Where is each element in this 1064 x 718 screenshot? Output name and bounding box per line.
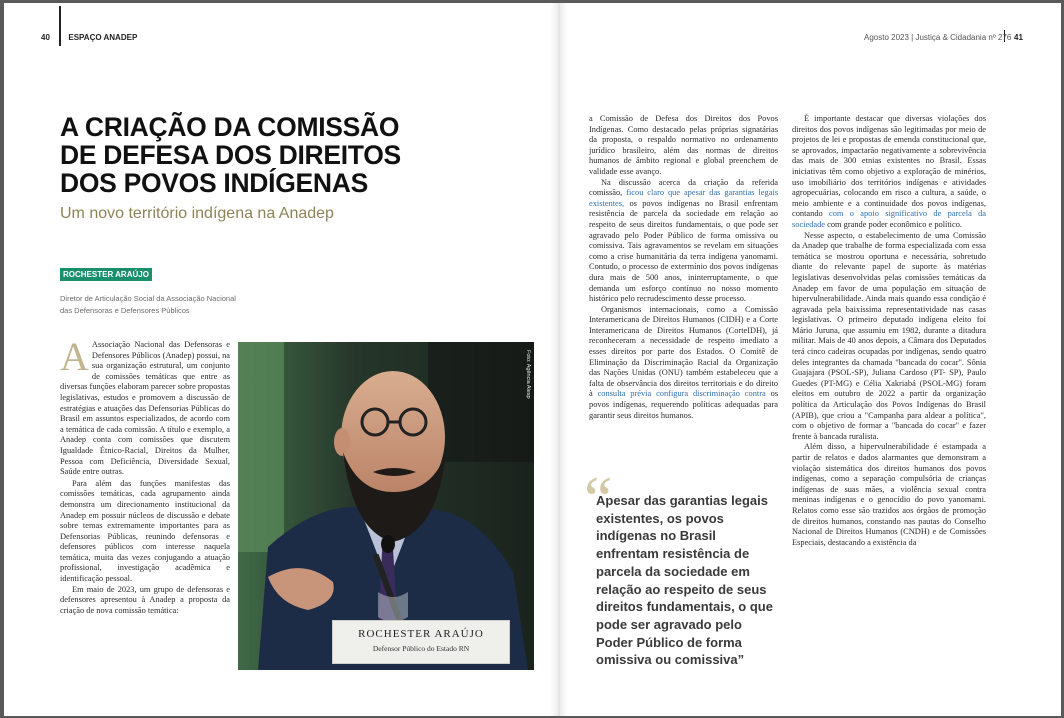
paragraph: Na discussão acerca da criação da referida comissão, ficou claro que apesar das garantias legais existentes, os povos indígenas no Brasil enfrentam resistência de parcela da sociedade em relação ao respeito de seus direitos fundamentais, o que pode ser agravado pelo Poder Público de forma omissiva ou comissiva. Tais agravamentos se revelam em situações como a crise humanitária da terra indígena yanomami. Contudo, o processo de extermínio dos povos indígenas dura mais de 500 anos, ininterruptamente, o que demanda um esforço contínuo no nosso momento histórico pelo recrudescimento desse processo. [589, 177, 779, 304]
right-page-number: 41 [1014, 33, 1023, 42]
paragraph: Para além das funções manifestas das comissões temáticas, cada agrupamento ainda demonstra um direcionamento institucional da Anadep em possuir núcleos de discussão e debate sobre temas extremamente importantes para as Defensorias Públicas, reunindo defensoras e defensores públicos com interesse naquela temática, muita das vezes conjugando a atuação profissional, investigação acadêmica e identificação pessoal. [60, 478, 230, 584]
author-name-tag: ROCHESTER ARAÚJO [60, 268, 152, 281]
right-page-header [864, 33, 1011, 42]
section-label: ESPAÇO ANADEP [68, 33, 138, 42]
article-title: A CRIAÇÃO DA COMISSÃO DE DEFESA DOS DIREITOS DOS POVOS INDÍGENAS [60, 112, 401, 198]
quote-mark-icon: “ [584, 463, 613, 534]
pull-quote: Apesar das garantias legais existentes, os povos indígenas no Brasil enfrentam resistência de parcela da sociedade em relação ao respeito de seus direitos fundamentais, o que pode ser agravado pelo Poder Público de forma omissiva ou comissiva” [596, 493, 773, 668]
paragraph: Nesse aspecto, o estabelecimento de uma Comissão da Anadep que trabalhe de forma especializada com essa temática se mostrou oportuna e necessária, sobretudo diante do relevante papel de suporte às matérias legislativas desenvolvidas pelas comissões temáticas da Anadep em favor de uma população em situação de hipervulnerabilidade. Ainda mais quando essa condição é agravada pela baixíssima representatividade nas casas legislativas. O primeiro deputado indígena eleito foi Mário Juruna, que assumiu em 1982, durante a ditadura militar. Mais de 40 anos depois, a Câmara dos Deputados terá cinco cadeiras ocupadas por indígenas, sendo quatro deles integrantes da chamada "bancada do cocar". Sônia Guajajara (PSOL-SP), Juliana Cardoso (PT- SP), Paulo Guedes (PT-MG) e Célia Xakriabá (PSOL-MG) foram eleitos em outubro de 2022 a partir da organização política da Articulação dos Povos Indígenas do Brasil (APIB), que criou a "Campanha para aldear a política", com o objetivo de formar a "bancada do cocar" e fazer frente à bancada ruralista. [792, 230, 986, 441]
left-page-header [41, 33, 137, 42]
highlighted-text: com o apoio significativo de parcela da sociedade [792, 209, 987, 229]
paragraph: É importante destacar que diversas violações dos direitos dos povos indígenas são legitimadas por meio de projetos de lei e propostas de emenda constitucional que, se aprovados, impactarão negativamente a sobrevivência das mais de 300 etnias existentes no Brasil. Essas iniciativas têm como objetivo a exploração de minérios, uso imobiliário dos territórios indígenas e atividades agropecuárias, colocando em risco a cultura, a saúde, o meio ambiente e a continuidade dos povos indígenas, contando com o apoio significativo de parcela da sociedade com grande poder econômico e político. [792, 114, 987, 229]
author-role: Diretor de Articulação Social da Associação Nacional das Defensoras e Defensores Públicos [60, 294, 236, 315]
highlighted-text: consulta prévia configura discriminação contra [597, 389, 766, 399]
text-column-2 [589, 114, 778, 421]
magazine-spread [4, 3, 1061, 716]
placard-role: Defensor Público do Estado RN [372, 644, 470, 653]
highlighted-text: ficou claro que apesar das garantias legais existentes, [589, 188, 779, 208]
text-column-1 [60, 334, 230, 616]
text-column-3 [792, 114, 986, 548]
left-page-number: 40 [41, 33, 50, 42]
name-placard [332, 620, 510, 664]
photo-credit: Foto: Agência Alesp [525, 350, 531, 399]
paragraph: Além disso, a hipervulnerabilidade é estampada a partir de relatos e dados alarmantes que demonstram a violação sistemática dos direitos humanos dos povos indígenas, como a separação compulsória de crianças indígenas de suas mães, a violência sexual contra meninas indígenas e o genocídio do povo yanomami. Relatos como esse são trazidos aos órgãos de promoção de direitos humanos, constando nas pautas do Conselho Nacional de Direitos Humanos (CNDH) e de Comissões Especiais, destacando a existência da [792, 442, 986, 547]
author-photo [238, 342, 534, 670]
drop-cap: A [60, 334, 89, 379]
issue-label: Agosto 2023 | Justiça & Cidadania nº 276 [864, 33, 1012, 42]
paragraph: a Comissão de Defesa dos Direitos dos Povos Indígenas. Como destacado pelas próprias signatárias da proposta, o respaldo normativo no ordenamento jurídico brasileiro, além das normas de direitos humanos de âmbito regional e global preenchem de validade esse avanço. [589, 114, 778, 176]
page-gutter [550, 3, 568, 716]
placard-name: ROCHESTER ARAÚJO [358, 628, 484, 640]
article-subtitle: Um novo território indígena na Anadep [60, 205, 334, 222]
paragraph: Em maio de 2023, um grupo de defensoras e defensores apresentou à Anadep a proposta da criação de nova comissão temática: [60, 584, 230, 615]
paragraph: Organismos internacionais, como a Comissão Interamericana de Direitos Humanos (CIDH) e a Corte Interamericana de Direitos Humanos (CorteIDH), já reconheceram a necessidade de respeito imediato a esses direitos por parte dos Estados. O Comitê de Eliminação da Discriminação Racial da Organização das Nações Unidas (ONU) também estabeleceu que a falta de observância dos direitos territoriais e do direito à consulta prévia configura discriminação contra os povos indígenas, requerendo políticas adequadas para garantir seus direitos humanos. [589, 304, 779, 420]
paragraph: A Associação Nacional das Defensoras e Defensores Públicos (Anadep) possui, na sua organização estrutural, um conjunto de comissões temáticas que entre as diversas funções elaboram parecer sobre propostas legislativas, estudos e promovem a discussão de estratégias e atuações das Defensorias Públicas do Brasil em assuntos especializados, de acordo com a temática de cada comissão. A título e exemplo, a Anadep conta com comissões que discutem Igualdade Étnico-Racial, Direitos da Mulher, Pessoa com Deficiência, Diversidade Sexual, Saúde entre outras. [60, 334, 230, 477]
